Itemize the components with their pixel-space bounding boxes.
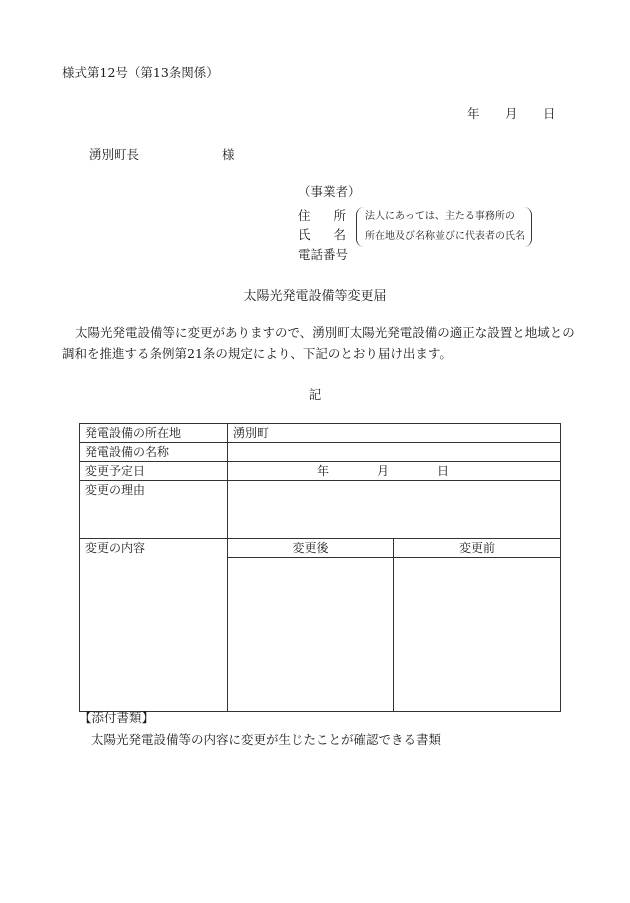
attachments-item: 太陽光発電設備等の内容に変更が生じたことが確認できる書類	[91, 732, 442, 747]
facility-name-field[interactable]	[228, 443, 561, 462]
submission-date	[467, 108, 556, 121]
phone-label: 電話番号	[298, 247, 349, 262]
change-date-field[interactable]	[228, 462, 561, 481]
change-date-month: 月	[376, 464, 389, 478]
address-label	[298, 210, 346, 223]
change-form-table	[79, 423, 561, 712]
date-year-label: 年	[467, 106, 480, 121]
body-paragraph: 太陽光発電設備等に変更がありますので、湧別町太陽光発電設備の適正な設置と地域との調和を推進する条例第21条の規定により、下記のとおり届け出ます。	[62, 325, 575, 361]
recipient-honorific: 様	[222, 147, 235, 162]
reason-label: 変更の理由	[80, 481, 228, 539]
ki-marker: 記	[308, 387, 322, 402]
recipient-name: 湧別町長	[89, 147, 140, 162]
corporate-note-line1: 法人にあっては、主たる事務所の	[365, 211, 515, 222]
form-number: 様式第12号（第13条関係）	[62, 65, 219, 80]
name-label	[298, 229, 346, 242]
change-date-label: 変更予定日	[80, 462, 228, 481]
applicant-heading: （事業者）	[298, 184, 361, 199]
location-value-field[interactable]: 湧別町	[228, 424, 561, 443]
date-month-label: 月	[505, 106, 518, 121]
after-header: 変更後	[228, 539, 394, 558]
corporate-note-line2: 所在地及び名称並びに代表者の氏名	[365, 231, 525, 242]
address-label-char2: 所	[333, 208, 346, 223]
name-label-char1: 氏	[298, 227, 311, 242]
name-label-char2: 名	[333, 227, 346, 242]
date-day-label: 日	[543, 106, 556, 121]
document-title: 太陽光発電設備等変更届	[243, 289, 387, 304]
after-content-field[interactable]	[228, 558, 394, 712]
reason-field[interactable]	[228, 481, 561, 539]
change-date-day: 日	[436, 464, 449, 478]
content-label: 変更の内容	[80, 539, 228, 712]
address-label-char1: 住	[298, 208, 311, 223]
change-date-year: 年	[316, 464, 329, 478]
before-header: 変更前	[394, 539, 561, 558]
facility-name-label: 発電設備の名称	[80, 443, 228, 462]
location-label: 発電設備の所在地	[80, 424, 228, 443]
attachments-heading: 【添付書類】	[79, 710, 155, 725]
before-content-field[interactable]	[394, 558, 561, 712]
corporate-note-bracket	[356, 207, 532, 247]
